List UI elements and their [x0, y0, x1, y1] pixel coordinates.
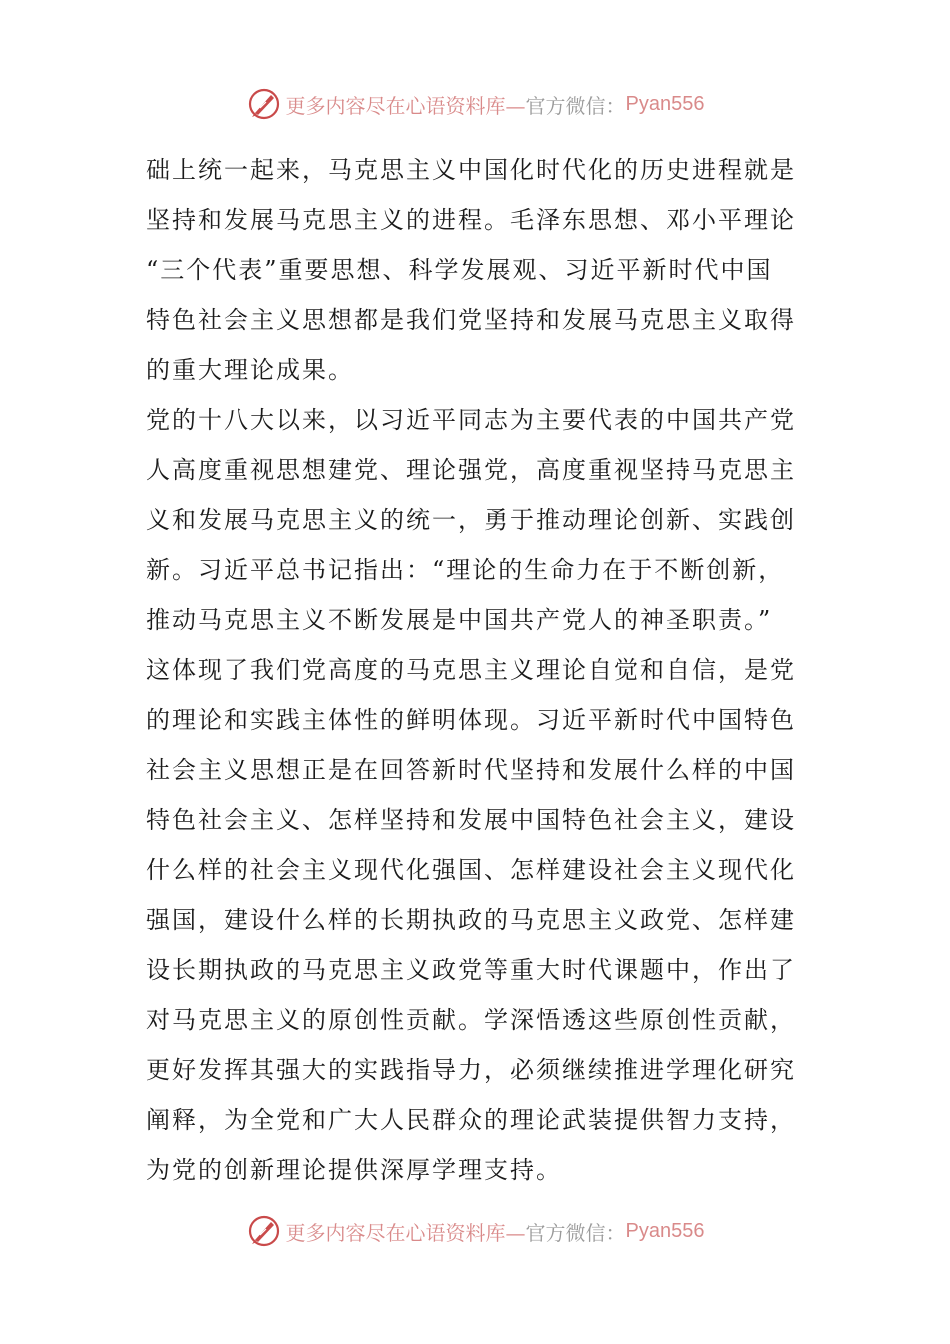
- banner-wechat-label: 官方微信：: [525, 1220, 626, 1245]
- body-line: 的理论和实践主体性的鲜明体现。习近平新时代中国特色: [146, 706, 796, 734]
- banner-text: 更多内容尽在心语资料库—: [285, 93, 526, 118]
- body-line: 强国，建设什么样的长期执政的马克思主义政党、怎样建: [146, 906, 796, 934]
- header-banner: [0, 84, 950, 124]
- banner-wechat-id: Pyan556: [625, 1219, 705, 1242]
- body-line: 党的十八大以来，以习近平同志为主要代表的中国共产党: [146, 406, 796, 434]
- body-line: 新。习近平总书记指出：“理论的生命力在于不断创新，: [146, 556, 785, 584]
- body-line: 对马克思主义的原创性贡献。学深悟透这些原创性贡献，: [146, 1006, 796, 1034]
- footer-banner: [0, 1211, 950, 1251]
- body-line: 这体现了我们党高度的马克思主义理论自觉和自信，是党: [146, 656, 796, 684]
- body-line: 设长期执政的马克思主义政党等重大时代课题中，作出了: [146, 956, 796, 984]
- body-line: 阐释，为全党和广大人民群众的理论武装提供智力支持，: [146, 1106, 796, 1134]
- body-line: 人高度重视思想建党、理论强党，高度重视坚持马克思主: [146, 456, 796, 484]
- banner-wechat-id: Pyan556: [625, 92, 705, 115]
- banner-text: 更多内容尽在心语资料库—: [285, 1220, 526, 1245]
- body-line: “三个代表”重要思想、科学发展观、习近平新时代中国: [146, 256, 773, 284]
- body-line: 础上统一起来，马克思主义中国化时代化的历史进程就是: [146, 156, 796, 184]
- body-line: 什么样的社会主义现代化强国、怎样建设社会主义现代化: [146, 856, 796, 884]
- quill-pen-icon: [246, 1213, 282, 1249]
- body-line: 社会主义思想正是在回答新时代坚持和发展什么样的中国: [146, 756, 796, 784]
- body-line: 特色社会主义、怎样坚持和发展中国特色社会主义，建设: [146, 806, 796, 834]
- body-line: 的重大理论成果。: [146, 356, 354, 384]
- body-line: 为党的创新理论提供深厚学理支持。: [146, 1156, 562, 1184]
- body-line: 更好发挥其强大的实践指导力，必须继续推进学理化研究: [146, 1056, 796, 1084]
- body-line: 特色社会主义思想都是我们党坚持和发展马克思主义取得: [146, 306, 796, 334]
- body-line: 推动马克思主义不断发展是中国共产党人的神圣职责。”: [146, 606, 773, 634]
- body-line: 义和发展马克思主义的统一，勇于推动理论创新、实践创: [146, 506, 796, 534]
- document-body: [146, 145, 816, 1195]
- quill-pen-icon: [246, 86, 282, 122]
- banner-wechat-label: 官方微信：: [525, 93, 626, 118]
- body-line: 坚持和发展马克思主义的进程。毛泽东思想、邓小平理论: [146, 206, 796, 234]
